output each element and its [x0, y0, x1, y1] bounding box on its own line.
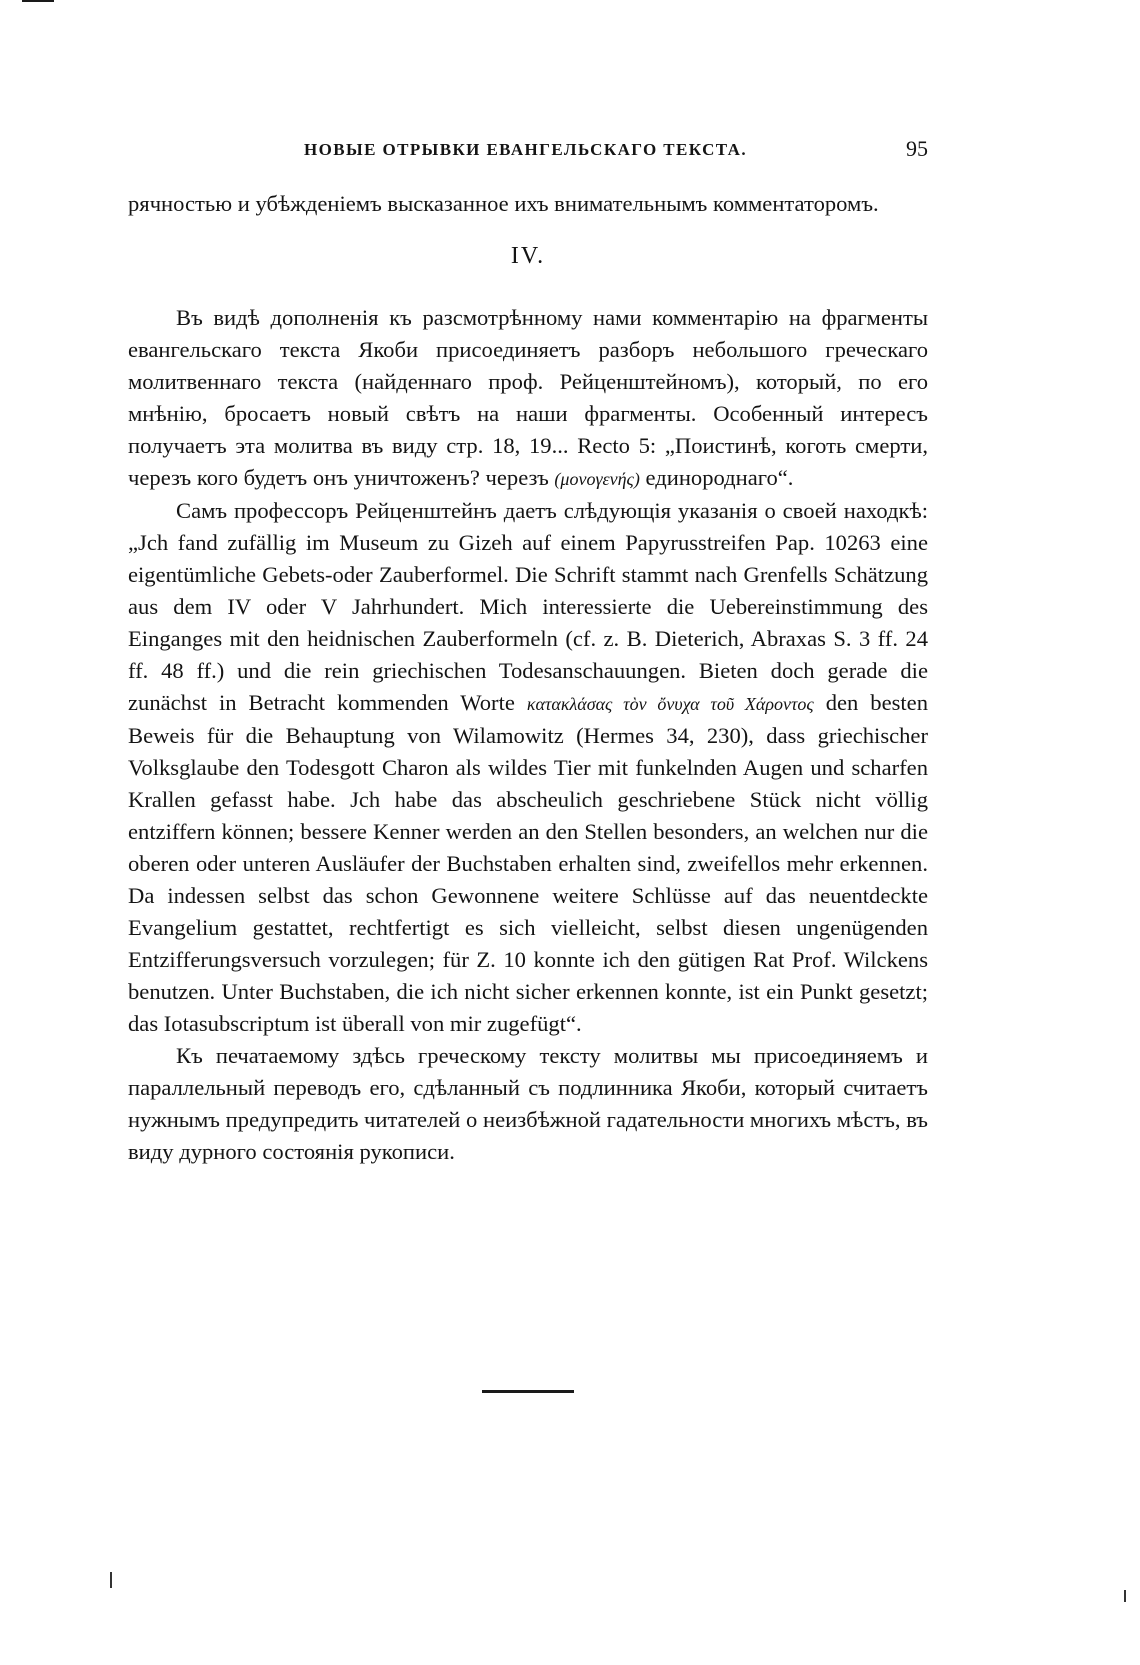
continuation-paragraph: рячностью и убѣжденіемъ высказанное ихъ внимательнымъ комментаторомъ. — [128, 191, 879, 216]
running-head-title: НОВЫЕ ОТРЫВКИ ЕВАНГЕЛЬСКАГО ТЕКСТА. — [304, 140, 747, 159]
paragraph-prayer-intro — [128, 302, 928, 495]
page-number: 95 — [906, 136, 928, 161]
paragraph-translation-note: Къ печатаемому здѣсь греческому тексту молитвы мы присоединяемъ и параллельный переводъ его, сдѣланный съ подлинника Якоби, который считаетъ нужнымъ предупредить читателей о неизбѣжной гадательности многихъ мѣстъ, въ виду дурного состоянія рукописи. — [128, 1043, 928, 1164]
quote-text-part-1: Самъ профессоръ Рейценштейнъ даетъ слѣдующія указанія о своей находкѣ: „Jch fand zufällig im Museum zu Gizeh auf einem Papyrusstreifen Pap. 10263 eine eigentümliche Gebets-oder Zauberformel. Die Schrift stammt nach Grenfells Schätzung aus dem IV oder V Jahrhundert. Mich interessierte die Uebereinstimmung des Einganges mit den heidnischen Zauberformeln (cf. z. B. Dieterich, Abraxas S. 3 ff. 24 ff. 48 ff.) und die rein griechischen Todesanschauungen. Bieten doch gerade die zunächst in Betracht kommenden Worte — [128, 498, 928, 715]
section-end-rule — [482, 1390, 574, 1393]
paragraph-reitzenstein-quote — [128, 495, 928, 1040]
paragraph-prayer-intro-end: единороднаго“. — [645, 465, 794, 490]
running-head — [128, 136, 928, 170]
section-number: IV. — [510, 243, 546, 269]
greek-phrase: κατακλάσας τὸν ὄνυχα τοῦ Χάροντος — [526, 694, 814, 714]
paragraph-prayer-intro-text: Въ видѣ дополненія къ разсмотрѣнному нами комментарію на фрагменты евангельскаго текста Якоби присоединяетъ разборъ небольшого греческаго молитвеннаго текста (найденнаго проф. Рейценштейномъ), который, по его мнѣнію, бросаетъ новый свѣтъ на наши фрагменты. Особенный интересъ получаетъ эта молитва въ виду стр. 18, 19... Recto 5: „Поистинѣ, коготь смерти, черезъ кого будетъ онъ уничтоженъ? черезъ — [128, 305, 928, 490]
greek-word: (μονογενής) — [554, 469, 640, 489]
scan-edge-mark — [22, 0, 54, 2]
quote-text-part-2: den besten Beweis für die Behauptung von Wilamowitz (Hermes 34, 230), dass griechischer Volksglaube den Todesgott Charon als wildes Tier mit funkelnden Augen und scharfen Krallen gefasst habe. Jch habe das abscheulich geschriebene Stück nicht völlig entziffern können; bessere Kenner werden an den Stellen besonders, an welchen nur die oberen oder unteren Ausläufer der Buchstaben erhalten sind, zweifellos mehr erkennen. Da indessen selbst das schon Gewonnene weitere Schlüsse auf das neuentdeckte Evangelium gestattet, rechtfertigt es sich vielleicht, selbst diesen ungenügenden Entzifferungsversuch vorzulegen; für Z. 10 konnte ich den gütigen Rat Prof. Wilckens benutzen. Unter Buchstaben, die ich nicht sicher erkennen konnte, ist ein Punkt gesetzt; das Iotasubscriptum ist überall von mir zugefügt“. — [128, 690, 928, 1036]
scan-mark-right — [1124, 1590, 1126, 1602]
scan-mark-left — [110, 1572, 112, 1588]
body-text — [128, 188, 928, 1168]
